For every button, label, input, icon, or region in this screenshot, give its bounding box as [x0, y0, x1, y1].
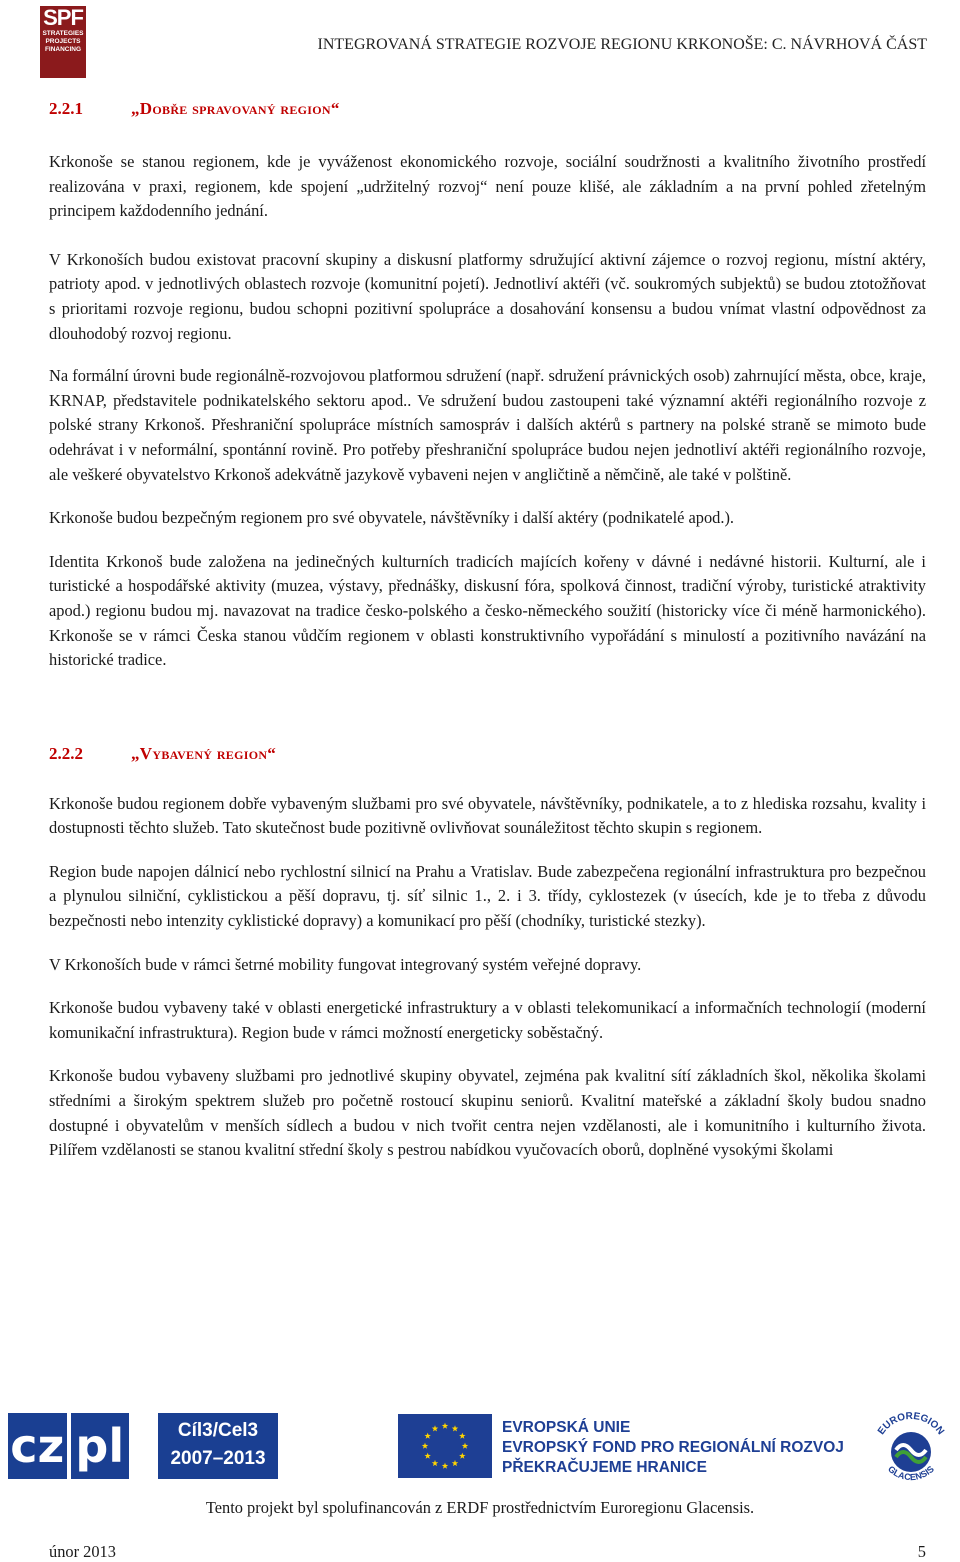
logo-pl: pl: [71, 1413, 130, 1479]
eu-line3: PŘEKRAČUJEME HRANICE: [502, 1459, 707, 1476]
section-number: 2.2.1: [49, 99, 83, 118]
paragraph: V Krkonoších budou existovat pracovní skupiny a diskusní platformy sdružující aktivní zájemce o rozvoj regionu, místní aktéry, patrioty apod. v jednotlivých oblastech rozvoje (komunitní pojetí). Jednotliví aktéři (vč. soukromých subjektů) se budou ztotožňovat s prioritami rozvoje regionu, budou schopni pozitivní spolupráce a dosahování konsensu a budou vnímat vlastní odpovědnost za dlouhodobý rozvoj regionu.: [49, 249, 926, 343]
eu-line2: EVROPSKÝ FOND PRO REGIONÁLNÍ ROZVOJ: [502, 1439, 844, 1456]
logo-line-strategies: STRATEGIES: [42, 30, 84, 37]
paragraph: Na formální úrovni bude regionálně-rozvojovou platformou sdružení (např. sdružení právnických osob) zahrnující města, obce, kraje, KRNAP, představitele podnikatelského sektoru apod.. Ve sdružení budou zastoupeni také významní aktéři regionálního rozvoje z polské strany Krkonoš. Přeshraniční spolupráce místních samospráv i dalších aktérů s partnery na polské straně se mimoto bude odehrávat i v neformální, spontánní rovině. Pro potřeby přeshraniční spolupráce budou nejen jednotliví aktéři regionálního rozvoje, ale veškeré obyvatelstvo Krkonoš adekvátně jazykově vybaveni nejen v angličtině a němčině, ale také v polštině.: [49, 366, 926, 484]
paragraph: Krkonoše budou regionem dobře vybaveným službami pro své obyvatele, návštěvníky, podnikatele, a to z hlediska rozsahu, kvality i dostupnosti těchto služeb. Tato skutečnost bude pozitivně ovlivňovat sounáležitost těchto skupin s regionem.: [49, 793, 926, 838]
document-body: [49, 95, 926, 1163]
logo-cz: cz: [8, 1413, 67, 1479]
section-title: „Vybavený region“: [131, 743, 277, 763]
paragraph: Krkonoše budou vybaveny také v oblasti energetické infrastruktury a v oblasti telekomunikací a informačních technologií (moderní komunikační infrastruktura). Region bude v rámci možností energeticky soběstačný.: [49, 998, 926, 1042]
paragraph: Identita Krkonoš bude založena na jedinečných kulturních tradicích majících kořeny v dávné i nedávné historii. Kulturní, ale i turistické a hospodářské aktivity (muzea, výstavy, přednášky, diskusní fóra, spolková činnost, tradiční výroby, turistické atraktivity apod.) regionu budou mj. navazovat na tradice česko-polského a česko-německého soužití (historicky více či méně harmonického). Krkonoše se v rámci Česka stanou vůdčím regionem v oblasti konstruktivního vypořádání s minulostí a pozitivního navázání na historické tradice.: [49, 551, 926, 670]
section-heading-2-2-1: [49, 95, 926, 123]
logo-line-projects: PROJECTS: [45, 38, 81, 45]
eu-fund-text: [502, 1418, 844, 1478]
section-number: 2.2.2: [49, 743, 83, 763]
paragraph: Region bude napojen dálnicí nebo rychlostní silnicí na Prahu a Vratislav. Bude zabezpečena regionální infrastruktura pro bezpečnou a plynulou silniční, cyklistickou a pěší dopravu, tj. síť silnic 1., 2. i 3. třídy, cyklostezek (v úsecích, kde je to třeba z důvodu bezpečnosti nebo intenzity cyklistické dopravy) a komunikací pro pěší (chodníky, turistické stezky).: [49, 861, 926, 931]
eu-flag-icon: [398, 1414, 492, 1478]
footer-date: únor 2013: [49, 1542, 116, 1561]
euroregion-glacensis-logo: [866, 1410, 956, 1488]
paragraph: V Krkonoších bude v rámci šetrné mobility fungovat integrovaný systém veřejné dopravy.: [49, 954, 642, 974]
funding-note: Tento projekt byl spolufinancován z ERDF prostřednictvím Euroregionu Glacensis.: [205, 1498, 755, 1517]
eu-line1: EVROPSKÁ UNIE: [502, 1419, 631, 1436]
logo-line-financing: FINANCING: [44, 46, 82, 53]
cz-pl-logo: [8, 1413, 133, 1481]
logo-spf-text: SPF: [43, 5, 83, 30]
cil-line1: Cíl3/Cel3: [177, 1420, 259, 1441]
paragraph: Krkonoše se stanou regionem, kde je vyváženost ekonomického rozvoje, sociální soudržnosti a kvalitního životního prostředí realizována v praxi, regionem, kde spojení „udržitelný rozvoj“ není pouze klišé, ale základním a na první pohled zřetelným principem každodenního jednání.: [49, 152, 926, 221]
section-heading-2-2-2: [49, 740, 926, 768]
spf-logo: [40, 6, 86, 78]
section-title: „Dobře spravovaný region“: [131, 99, 340, 118]
footer-logos: [0, 1410, 960, 1490]
page-number: 5: [917, 1542, 926, 1561]
paragraph: Krkonoše budou bezpečným regionem pro své obyvatele, návštěvníky i další aktéry (podnikatelé apod.).: [49, 508, 735, 528]
running-header: INTEGROVANÁ STRATEGIE ROZVOJE REGIONU KRKONOŠE: C. NÁVRHOVÁ ČÁST: [317, 36, 927, 53]
euroregion-top-text: EUROREGION: [875, 1410, 946, 1437]
paragraph: Krkonoše budou vybaveny službami pro jednotlivé skupiny obyvatel, zejména pak kvalitní sítí základních škol, několika školami středními a širokým spektrem služeb pro početně rostoucí skupinu seniorů. Kvalitní mateřské a základní školy budou snadno dostupné i obyvatelům v menších sídlech a budou v nich tvořit centra nejen vzdělanosti, ale i komunitního i kulturního života. Pilířem vzdělanosti se stanou kvalitní střední školy s pestrou nabídkou vyučovacích oborů, doplněné vysokými školami: [49, 1066, 926, 1160]
cil3-logo: [158, 1413, 278, 1479]
euroregion-bottom-text: GLACENSIS: [886, 1463, 936, 1483]
cil-line2: 2007–2013: [170, 1448, 266, 1469]
